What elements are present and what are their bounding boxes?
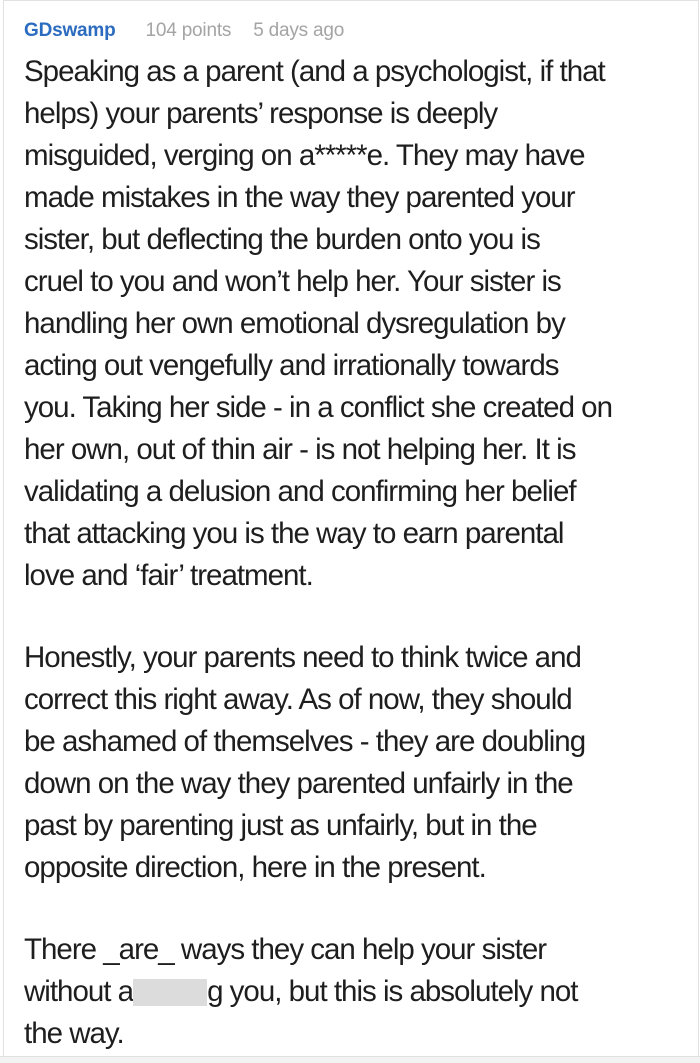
comment-text-line: past by parenting just as unfairly, but in the [24,809,537,842]
comment-text-segment: g you, but this is absolutely not [207,975,578,1008]
comment-text-line: made mistakes in the way they parented your [24,181,575,214]
comment-text-line: love and ‘fair’ treatment. [24,559,313,592]
censored-word-redaction [133,979,207,1006]
comment-timestamp: 5 days ago [253,20,345,41]
comment-text-line: down on the way they parented unfairly in the [24,767,573,800]
comment-text-line: you. Taking her side - in a conflict she created on [24,391,612,424]
comment-paragraph [24,51,672,597]
comment-points: 104 points [145,20,232,41]
next-card-separator [0,1056,700,1063]
comment-body [24,51,672,1055]
comment-text-line: Honestly, your parents need to think twice and [24,641,581,674]
comment-text-line: sister, but deflecting the burden onto you is [24,223,540,256]
comment-author-link[interactable]: GDswamp [24,20,116,41]
comment-paragraph [24,637,672,889]
comment-text-segment: without a [24,975,134,1008]
comment-text-line: be ashamed of themselves - they are doubling [24,725,586,758]
comment-card [3,0,699,1056]
comment-text-line: correct this right away. As of now, they should [24,683,572,716]
comment-text-line: Speaking as a parent (and a psychologist, if that [24,55,605,88]
comment-text-line: validating a delusion and confirming her belief [24,475,576,508]
comment-text-line: misguided, verging on a*****e. They may have [24,139,585,172]
comment-text-line [24,971,672,1013]
comment-text-line: cruel to you and won’t help her. Your sister is [24,265,561,298]
comment-paragraph [24,929,672,1055]
comment-text-line: There _are_ ways they can help your sister [24,933,547,966]
comment-text-line: handling her own emotional dysregulation by [24,307,565,340]
comment-text-line: helps) your parents’ response is deeply [24,97,498,130]
comment-text-line: acting out vengefully and irrationally towards [24,349,559,382]
comment-text-line: her own, out of thin air - is not helping her. It is [24,433,576,466]
comment-text-line: the way. [24,1017,124,1050]
comment-text-line: opposite direction, here in the present. [24,851,486,884]
comment-header [24,19,672,43]
comment-text-line: that attacking you is the way to earn parental [24,517,564,550]
